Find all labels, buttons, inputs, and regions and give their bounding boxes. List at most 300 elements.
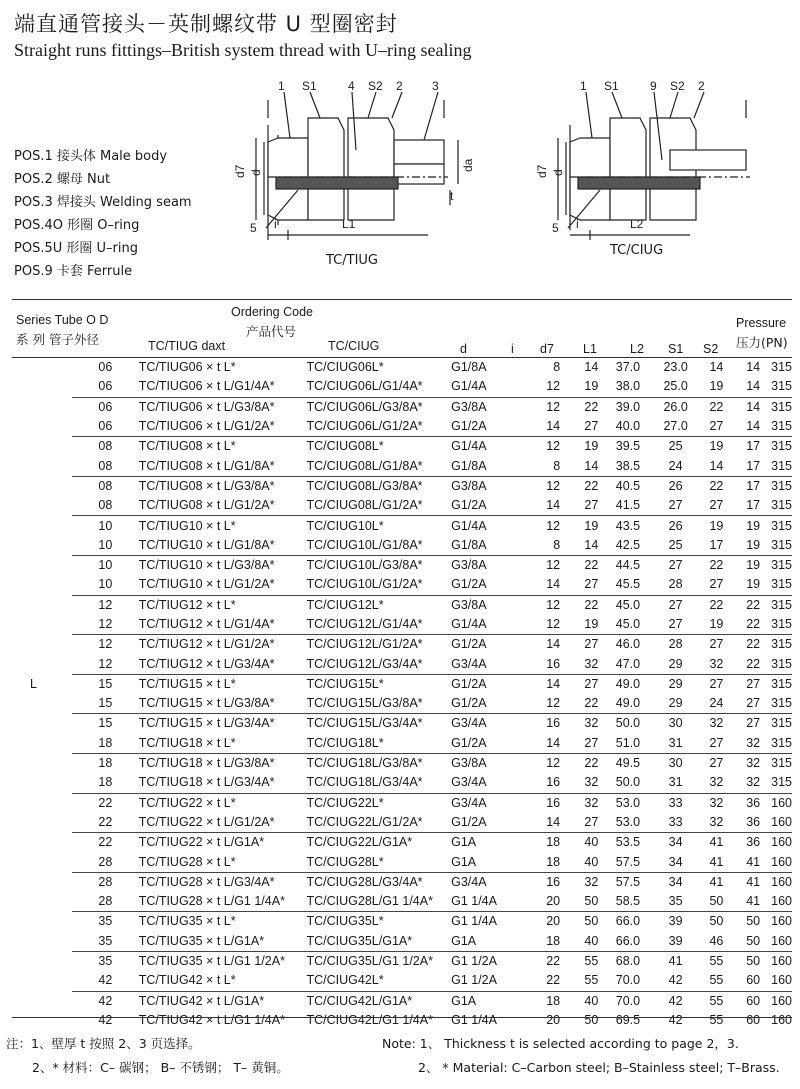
table-row [12,753,792,773]
d7-cell: 22 [566,753,602,773]
d7-cell: 19 [584,379,599,394]
header-l2: L2 [630,342,644,356]
tiug-code-cell: TC/TIUG08 × t L/G1/2A* [138,498,275,513]
s1-cell: 27 [709,735,724,750]
tube-od-cell: 12 [72,635,139,655]
tiug-code-cell: TC/TIUG10 × t L* [139,516,307,536]
ciug-code-cell: TC/CIUG15L/G3/4A* [307,714,448,734]
s1-cell: 41 [698,833,736,853]
tube-od-cell: 15 [98,696,113,711]
l2-cell: 28 [654,635,698,655]
s2-cell: 41 [746,854,761,869]
d-cell: G1/2A [451,696,487,711]
i-cell: 12 [546,379,561,394]
pressure-cell: 315 [771,379,792,394]
tube-od-cell: 28 [98,854,113,869]
s2-cell: 27 [746,696,761,711]
header-i: i [511,342,514,356]
d-cell: G1/2A [451,419,487,434]
s1-cell: 17 [709,537,724,552]
s2-cell: 17 [746,458,761,473]
i-cell: 12 [519,753,566,773]
ciug-code-cell: TC/CIUG08L/G1/2A* [306,498,423,513]
l1-cell: 58.5 [615,894,641,909]
ciug-code-cell: TC/CIUG15L/G3/8A* [306,696,423,711]
i-cell: 12 [546,617,561,631]
l1-cell: 38.5 [615,458,641,473]
l2-cell: 29 [668,656,683,671]
l1-cell: 68.0 [602,951,653,971]
table-row [12,912,792,932]
tube-od-cell: 08 [98,458,113,473]
l2-cell: 41 [654,951,698,971]
l2-cell: 31 [668,735,683,750]
ciug-code-cell: TC/CIUG12L/G1/2A* [307,635,448,655]
l2-cell: 26.0 [654,397,698,417]
ciug-code-cell: TC/CIUG42L* [306,973,384,988]
d-cell: G1/8A [451,458,487,473]
s2-cell: 17 [735,437,771,457]
tiug-code-cell: TC/TIUG15 × t L* [139,674,307,694]
series-cell [12,833,72,853]
pressure-cell: 160 [771,814,792,829]
d-cell: G1/2A [451,498,487,513]
l1-cell: 37.0 [615,360,641,375]
s1-cell: 22 [698,476,736,496]
pos-4: POS.4O 形圈 O–ring [14,218,140,233]
l1-cell: 50.0 [602,714,653,734]
tube-od-cell: 28 [72,872,139,892]
dim-d: d [551,169,565,176]
pressure-cell: 160 [771,833,792,853]
ciug-code-cell: TC/CIUG06L/G1/4A* [306,379,423,394]
s2-cell: 19 [746,577,761,592]
s2-cell: 17 [746,498,761,513]
pressure-cell: 315 [771,753,792,773]
d-cell: G3/4A [451,775,487,790]
l2-cell: 33 [668,814,683,829]
s1-cell: 22 [698,595,736,615]
table-row [12,516,792,536]
tiug-code-cell: TC/TIUG18 × t L/G3/8A* [139,753,307,773]
s2-cell: 14 [746,419,761,434]
dim-d: d [249,169,263,176]
series-cell [12,1011,72,1030]
s2-cell: 19 [735,516,771,536]
s1-cell: 27 [698,753,736,773]
ciug-code-cell: TC/CIUG42L/G1 1/4A* [306,1012,433,1027]
table-row [12,892,792,912]
d7-cell: 27 [584,419,599,434]
s1-cell: 50 [698,912,736,932]
pressure-cell: 315 [771,555,792,575]
dim-d7: d7 [233,164,247,178]
l2-cell: 25 [654,437,698,457]
s1-cell: 41 [698,872,736,892]
l2-cell: 33 [654,793,698,813]
s1-cell: 55 [698,991,736,1011]
s1-cell: 55 [709,1012,724,1027]
s2-cell: 36 [746,814,761,829]
l1-cell: 51.0 [615,735,641,750]
series-cell [12,456,72,476]
tube-od-cell: 08 [98,498,113,513]
tiug-code-cell: TC/TIUG08 × t L/G1/8A* [138,458,275,473]
header-pressure: Pressure [736,316,787,330]
diagram-ciug [530,80,790,270]
tiug-code-cell: TC/TIUG18 × t L* [138,735,236,750]
i-cell: 12 [519,437,566,457]
d7-cell: 14 [584,360,599,375]
tiug-code-cell: TC/TIUG28 × t L/G1 1/4A* [138,894,285,909]
tube-od-cell: 18 [98,775,113,790]
tube-od-cell: 42 [72,991,139,1011]
l2-cell: 29 [668,696,683,711]
tube-od-cell: 06 [72,397,139,417]
callout-4: 4 [348,80,355,93]
d-cell: G1 1/4A [451,894,497,909]
pressure-cell: 315 [771,635,792,655]
s1-cell: 19 [698,516,736,536]
table-bottom-rule [12,1017,792,1018]
tiug-code-cell: TC/TIUG28 × t L/G3/4A* [139,872,307,892]
ciug-code-cell: TC/CIUG12L/G1/4A* [306,617,423,631]
series-cell [12,694,72,714]
s2-cell: 14 [746,360,761,375]
table-row [12,852,792,872]
series-cell [12,674,72,694]
table-row [12,456,792,476]
i-cell: 20 [519,912,566,932]
l2-cell: 34 [654,872,698,892]
header-s2: S2 [703,342,719,356]
l1-cell: 46.0 [602,635,653,655]
table-row [12,536,792,556]
s2-cell: 17 [735,476,771,496]
d7-cell: 32 [566,793,602,813]
l2-cell: 26 [654,516,698,536]
d-cell: G1A [447,991,519,1011]
ciug-code-cell: TC/CIUG06L* [306,360,384,375]
table-row [12,615,792,635]
ciug-code-cell: TC/CIUG15L* [307,674,448,694]
s2-cell: 27 [735,674,771,694]
tube-od-cell: 15 [72,714,139,734]
s1-cell: 14 [709,458,724,473]
dim-d7: d7 [535,164,549,178]
dim-t: t [450,189,454,203]
l2-cell: 27 [654,555,698,575]
callout-s1: S1 [302,80,317,93]
pos-2: POS.2 螺母 Nut [14,172,111,187]
d-cell: G1A [451,854,477,869]
pressure-cell: 160 [771,1012,792,1027]
d7-cell: 27 [584,577,599,592]
note-cn-1: 注：1、壁厚 t 按照 2、3 页选择。 [6,1036,201,1051]
d-cell: G3/4A [451,656,487,671]
s1-cell: 27 [709,498,724,513]
l2-cell: 39 [668,933,683,948]
s2-cell: 50 [746,933,761,948]
dim-da: da [461,158,475,172]
ciug-code-cell: TC/CIUG22L/G1A* [307,833,448,853]
tiug-code-cell: TC/TIUG22 × t L/G1/2A* [138,814,275,829]
pos-3: POS.3 焊接头 Welding seam [14,195,192,210]
d-cell: G1/2A [447,635,519,655]
l1-cell: 70.0 [602,991,653,1011]
i-cell: 14 [546,735,561,750]
l2-cell: 42 [654,991,698,1011]
header-ciug: TC/CIUG [328,339,380,353]
d7-cell: 22 [566,595,602,615]
d-cell: G3/4A [447,872,519,892]
tube-od-cell: 42 [98,973,113,988]
s2-cell: 32 [746,775,761,790]
table-row [12,437,792,457]
ciug-code-cell: TC/CIUG08L/G3/8A* [307,476,448,496]
ciug-code-cell: TC/CIUG10L* [307,516,448,536]
table-row [12,358,792,377]
l1-cell: 45.0 [602,595,653,615]
s1-cell: 32 [709,814,724,829]
s1-cell: 50 [709,894,724,909]
i-cell: 18 [519,833,566,853]
d-cell: G1A [447,833,519,853]
i-cell: 22 [519,951,566,971]
ciug-code-cell: TC/CIUG18L* [306,735,384,750]
spec-table [12,358,792,1030]
l1-cell: 39.0 [602,397,653,417]
i-cell: 14 [546,577,561,592]
header-series-tube: Series Tube O D [16,313,109,327]
tiug-code-cell: TC/TIUG35 × t L* [139,912,307,932]
l1-cell: 38.0 [615,379,641,394]
l1-cell: 66.0 [602,912,653,932]
tube-od-cell: 22 [98,814,113,829]
tube-od-cell: 10 [72,516,139,536]
l2-cell: 42 [668,1012,683,1027]
caption-tiug: TC/TIUG [326,253,378,268]
callout-9: 9 [650,80,657,93]
pressure-cell: 315 [771,775,792,790]
l2-cell: 25 [668,537,683,552]
pressure-cell: 315 [771,674,792,694]
s2-cell: 22 [735,635,771,655]
table-row [12,813,792,833]
s1-cell: 19 [698,437,736,457]
tiug-code-cell: TC/TIUG08 × t L* [139,437,307,457]
series-cell [12,437,72,457]
series-cell [12,555,72,575]
d7-cell: 55 [584,973,599,988]
series-cell [12,516,72,536]
l2-cell: 27 [654,595,698,615]
l2-cell: 42 [668,973,683,988]
pressure-cell: 160 [771,951,792,971]
pressure-cell: 160 [771,933,792,948]
series-cell [12,397,72,417]
ciug-code-cell: TC/CIUG12L* [307,595,448,615]
i-cell: 8 [553,458,561,473]
series-cell [12,377,72,397]
table-row [12,872,792,892]
table-row [12,595,792,615]
s2-cell: 19 [746,537,761,552]
s1-cell: 46 [709,933,724,948]
l2-cell: 34 [654,833,698,853]
tiug-code-cell: TC/TIUG10 × t L/G1/2A* [138,577,275,592]
pressure-cell: 315 [771,419,792,434]
dim-i: i [576,217,579,231]
tiug-code-cell: TC/TIUG12 × t L/G1/2A* [139,635,307,655]
l1-cell: 40.5 [602,476,653,496]
pressure-cell: 160 [771,854,792,869]
dim-l2: L2 [630,217,644,231]
l1-cell: 41.5 [615,498,641,513]
series-label: L [30,677,37,691]
s2-cell: 60 [746,1012,761,1027]
d7-cell: 27 [584,498,599,513]
pressure-cell: 315 [771,595,792,615]
tube-od-cell: 15 [72,674,139,694]
tiug-code-cell: TC/TIUG12 × t L/G1/4A* [138,617,275,631]
dim-l1: L1 [342,217,356,231]
header-d: d [460,342,467,356]
ciug-code-cell: TC/CIUG10L/G1/8A* [306,537,423,552]
table-row [12,476,792,496]
l1-cell: 44.5 [602,555,653,575]
s2-cell: 60 [746,973,761,988]
l2-cell: 27 [668,617,683,631]
callout-5: 5 [552,221,559,235]
d-cell: G1 1/4A [451,1012,497,1027]
l1-cell: 49.5 [602,753,653,773]
s1-cell: 22 [698,555,736,575]
tube-od-cell: 06 [98,419,113,434]
s1-cell: 19 [709,617,724,631]
s2-cell: 22 [746,617,761,631]
i-cell: 22 [546,973,561,988]
ciug-code-cell: TC/CIUG22L* [307,793,448,813]
table-row [12,971,792,991]
pressure-cell: 160 [771,872,792,892]
pos-5: POS.5U 形圈 U–ring [14,241,138,256]
tiug-code-cell: TC/TIUG22 × t L* [139,793,307,813]
tube-od-cell: 18 [72,753,139,773]
l2-cell: 26 [654,476,698,496]
tube-od-cell: 22 [72,833,139,853]
d7-cell: 19 [566,516,602,536]
tiug-code-cell: TC/TIUG06 × t L* [138,360,236,375]
pressure-cell: 160 [771,912,792,932]
series-cell [12,892,72,912]
table-row [12,734,792,754]
d7-cell: 32 [566,872,602,892]
d7-cell: 55 [566,951,602,971]
pressure-cell: 315 [771,617,792,631]
title-english: Straight runs fittings–British system thread with U–ring sealing [14,40,472,60]
l1-cell: 69.5 [615,1012,641,1027]
s2-cell: 32 [735,753,771,773]
note-cn-2: 2、* 材料：C– 碳钢； B– 不锈钢； T– 黄铜。 [32,1060,289,1075]
ciug-code-cell: TC/CIUG28L* [306,854,384,869]
l1-cell: 39.5 [602,437,653,457]
i-cell: 16 [546,775,561,790]
tiug-code-cell: TC/TIUG10 × t L/G3/8A* [139,555,307,575]
d-cell: G1/4A [447,516,519,536]
s2-cell: 50 [735,912,771,932]
d-cell: G3/8A [447,595,519,615]
tiug-code-cell: TC/TIUG10 × t L/G1/8A* [138,537,275,552]
i-cell: 12 [519,476,566,496]
callout-1: 1 [278,80,285,93]
d-cell: G1 1/4A [447,912,519,932]
ciug-code-cell: TC/CIUG12L/G3/4A* [306,656,423,671]
l1-cell: 43.5 [602,516,653,536]
pressure-cell: 315 [771,735,792,750]
series-cell [12,536,72,556]
header-series-tube-cn: 系 列 管子外径 [16,332,99,347]
series-cell [12,615,72,635]
i-cell: 20 [546,894,561,909]
callout-s1: S1 [604,80,619,93]
callout-3: 3 [432,80,439,93]
table-row [12,674,792,694]
i-cell: 8 [553,360,561,375]
callout-s2: S2 [670,80,685,93]
series-cell [12,714,72,734]
pressure-cell: 160 [771,991,792,1011]
l2-cell: 34 [668,854,683,869]
d7-cell: 27 [584,735,599,750]
table-row [12,555,792,575]
pressure-cell: 315 [771,714,792,734]
d-cell: G1/2A [451,735,487,750]
d-cell: G1/8A [451,360,487,375]
tiug-code-cell: TC/TIUG08 × t L/G3/8A* [139,476,307,496]
tube-od-cell: 12 [72,595,139,615]
table-row [12,833,792,853]
d7-cell: 22 [566,397,602,417]
series-cell [12,932,72,952]
ciug-code-cell: TC/CIUG10L/G3/8A* [307,555,448,575]
tiug-code-cell: TC/TIUG35 × t L/G1 1/2A* [139,951,307,971]
pressure-cell: 315 [771,476,792,496]
title-chinese: 端直通管接头－英制螺纹带 U 型圈密封 [14,12,398,36]
d7-cell: 22 [566,476,602,496]
l2-cell: 35 [668,894,683,909]
tiug-code-cell: TC/TIUG06 × t L/G1/2A* [138,419,275,434]
table-row [12,951,792,971]
series-cell [12,476,72,496]
series-cell [12,635,72,655]
l1-cell: 50.0 [615,775,641,790]
tube-od-cell: 35 [72,912,139,932]
header-tiug: TC/TIUG daxt [148,339,226,353]
series-cell [12,793,72,813]
i-cell: 18 [546,854,561,869]
d-cell: G1/4A [451,617,487,631]
s1-cell: 22 [698,397,736,417]
tube-od-cell: 22 [72,793,139,813]
ciug-code-cell: TC/CIUG28L/G1 1/4A* [306,894,433,909]
tiug-code-cell: TC/TIUG06 × t L/G3/8A* [139,397,307,417]
tiug-code-cell: TC/TIUG42 × t L/G1 1/4A* [138,1012,285,1027]
d7-cell: 27 [584,814,599,829]
header-l1: L1 [583,342,597,356]
series-cell [12,852,72,872]
tiug-code-cell: TC/TIUG18 × t L/G3/4A* [138,775,275,790]
